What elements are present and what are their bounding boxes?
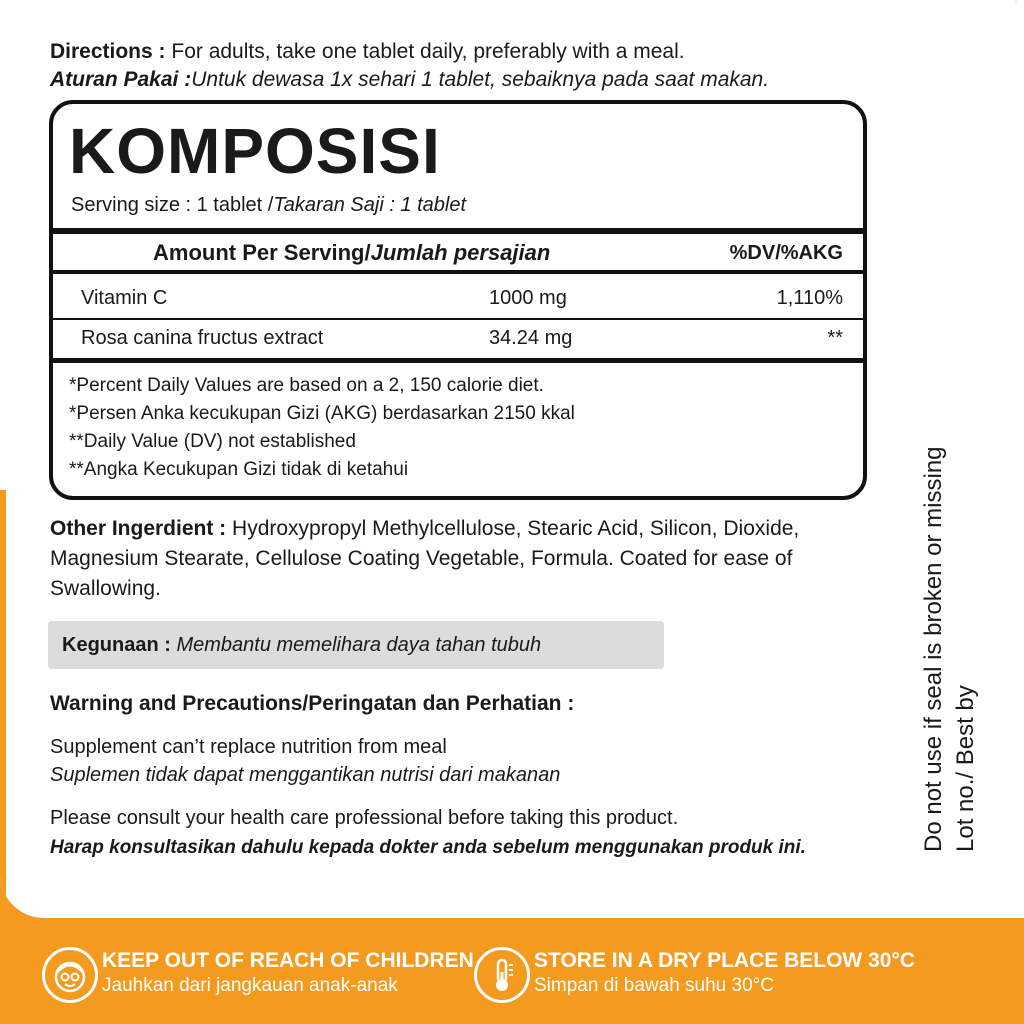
warning-2-id: Harap konsultasikan dahulu kepada dokter anda sebelum menggunakan produk ini. [50, 837, 806, 858]
directions-en-label: Directions : [50, 40, 166, 63]
footer-sub: Simpan di bawah suhu 30°C [534, 975, 774, 996]
warning-2-en: Please consult your health care professional before taking this product. [50, 807, 679, 829]
footnote: **Daily Value (DV) not established [69, 431, 356, 452]
directions-section [50, 38, 769, 94]
row-name: Rosa canina fructus extract [81, 327, 324, 349]
header-amount-en: Amount Per Serving/ [153, 240, 371, 265]
komposisi-title: KOMPOSISI [69, 115, 441, 187]
divider-thick [53, 228, 863, 234]
row-dv: ** [827, 327, 843, 349]
footnotes [69, 372, 575, 484]
footer-item-storage [534, 948, 915, 998]
footnote: *Persen Anka kecukupan Gizi (AKG) berdasarkan 2150 kkal [69, 403, 575, 424]
row-dv: 1,110% [776, 287, 843, 309]
footer-sub: Jauhkan dari jangkauan anak-anak [102, 975, 398, 996]
other-text: Hydroxypropyl Methylcellulose, Stearic Acid, Silicon, Dioxide, Magnesium Stearate, Cellulose Coating Vegetable, Formula. Coated for ease of Swallowing. [50, 517, 800, 600]
child-face-icon [42, 947, 98, 1003]
vertical-seal-note [918, 392, 982, 852]
directions-id-text: Untuk dewasa 1x sehari 1 tablet, sebaiknya pada saat makan. [191, 68, 770, 91]
warning-1-id: Suplemen tidak dapat menggantikan nutrisi dari makanan [50, 764, 561, 786]
warning-1 [50, 733, 560, 789]
table-row [53, 278, 863, 318]
divider [53, 270, 863, 274]
divider-thick [53, 358, 863, 363]
table-row [53, 318, 863, 358]
kegunaan-label: Kegunaan : [62, 634, 171, 656]
kegunaan-text: Membantu memelihara daya tahan tubuh [170, 634, 542, 656]
seal-warning: Do not use if seal is broken or missing [920, 446, 947, 852]
directions-en-text: For adults, take one tablet daily, preferably with a meal. [165, 40, 685, 63]
footer-item-children [102, 948, 474, 998]
corner-mark: · [1014, 0, 1018, 8]
directions-id-label: Aturan Pakai : [50, 68, 192, 91]
komposisi-box [49, 100, 867, 500]
header-amount-id: Jumlah persajian [370, 240, 551, 265]
lot-best-by: Lot no./ Best by [952, 685, 979, 852]
serving-id: Takaran Saji : 1 tablet [273, 194, 467, 216]
warning-1-en: Supplement can’t replace nutrition from meal [50, 736, 447, 758]
serving-en: Serving size : 1 tablet / [71, 194, 274, 216]
row-name: Vitamin C [81, 287, 168, 309]
other-label: Other Ingerdient : [50, 517, 227, 540]
header-dv: %DV/%AKG [729, 242, 843, 264]
thermometer-icon [474, 947, 530, 1003]
header-amount [153, 240, 550, 266]
warning-2 [50, 803, 806, 863]
other-ingredients [50, 514, 850, 604]
footer-title: STORE IN A DRY PLACE BELOW 30°C [534, 949, 916, 972]
footnote: **Angka Kecukupan Gizi tidak di ketahui [69, 459, 409, 480]
footnote: *Percent Daily Values are based on a 2, 150 calorie diet. [69, 375, 544, 396]
directions-id [50, 66, 769, 94]
directions-en [50, 38, 769, 66]
footer-bar [0, 918, 1024, 1024]
warning-title: Warning and Precautions/Peringatan dan Perhatian : [50, 692, 575, 715]
row-amount: 1000 mg [489, 287, 567, 309]
row-amount: 34.24 mg [489, 327, 573, 349]
serving-size [71, 194, 466, 217]
kegunaan-box [48, 621, 664, 669]
orange-edge [0, 490, 6, 918]
footer-title: KEEP OUT OF REACH OF CHILDREN [102, 949, 474, 972]
